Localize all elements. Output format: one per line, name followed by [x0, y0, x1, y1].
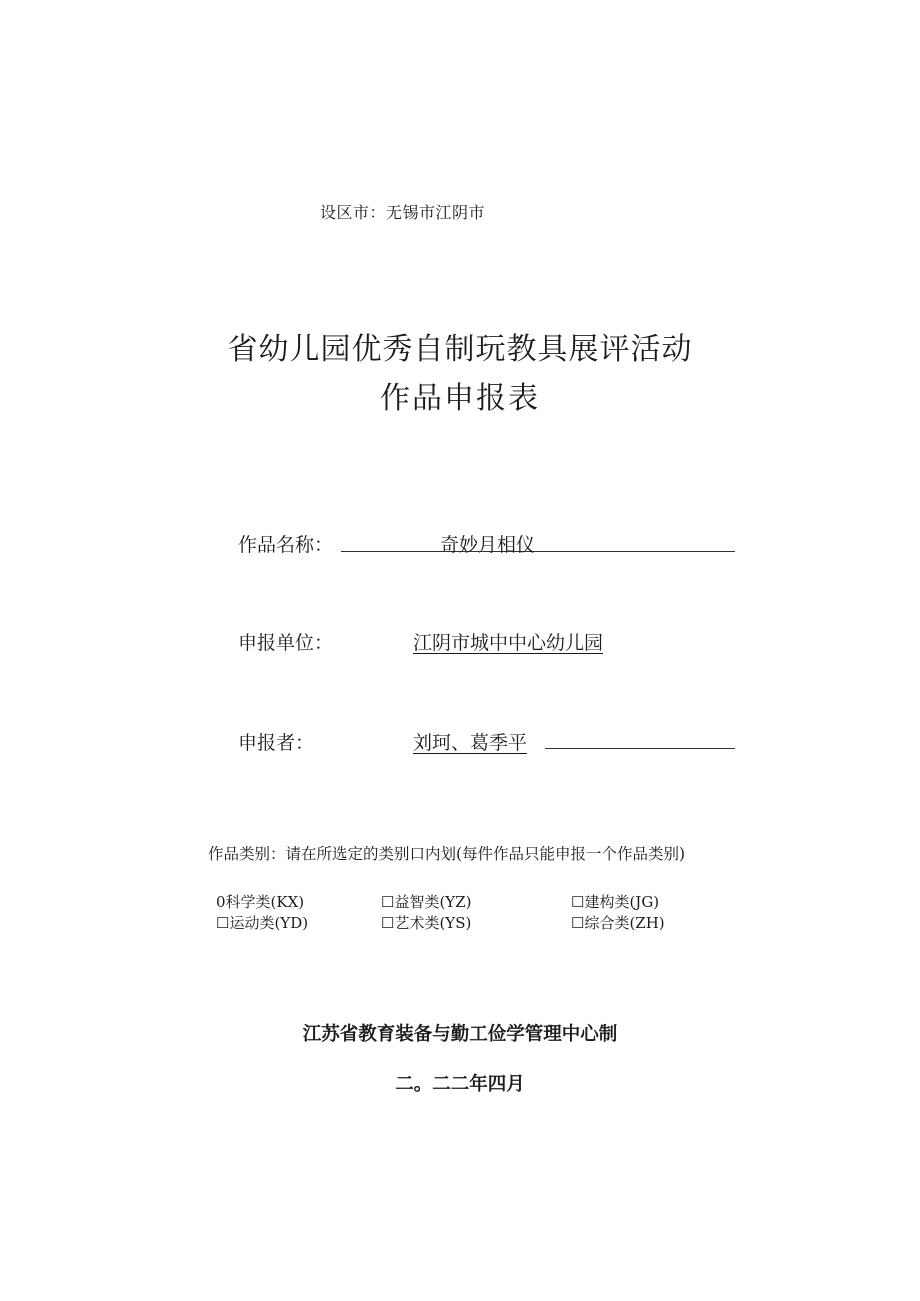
- category-option-ys: ☐艺术类(YS): [381, 914, 472, 932]
- form-title: 省幼儿园优秀自制玩教具展评活动: [227, 332, 693, 367]
- issue-date: 二。二二年四月: [395, 1074, 525, 1095]
- category-option-yd: ☐运动类(YD): [216, 914, 309, 932]
- unit-value: 江阴市城中中心幼儿园: [413, 632, 604, 654]
- issuer-line: 江苏省教育装备与勤工俭学管理中心制: [302, 1024, 618, 1045]
- category-option-zh: ☐综合类(ZH): [571, 914, 665, 932]
- work-name-underline: [341, 551, 735, 552]
- form-subtitle: 作品申报表: [380, 381, 540, 416]
- work-name-label: 作品名称：: [238, 534, 334, 556]
- applicant-value: 刘珂、葛季平: [413, 732, 528, 754]
- category-option-jg: ☐建构类(JG): [571, 893, 660, 911]
- unit-label: 申报单位：: [238, 632, 334, 654]
- region-label: 设区市：无锡市江阴市: [320, 203, 486, 222]
- applicant-label: 申报者：: [238, 732, 315, 754]
- category-instruction: 作品类别：请在所选定的类别口内划(每件作品只能申报一个作品类别): [208, 845, 686, 863]
- category-option-yz: ☐益智类(YZ): [381, 893, 472, 911]
- work-name-value: 奇妙月相仪: [440, 534, 536, 556]
- category-option-kx: 0科学类(KX): [216, 893, 305, 911]
- applicant-underline: [545, 748, 735, 749]
